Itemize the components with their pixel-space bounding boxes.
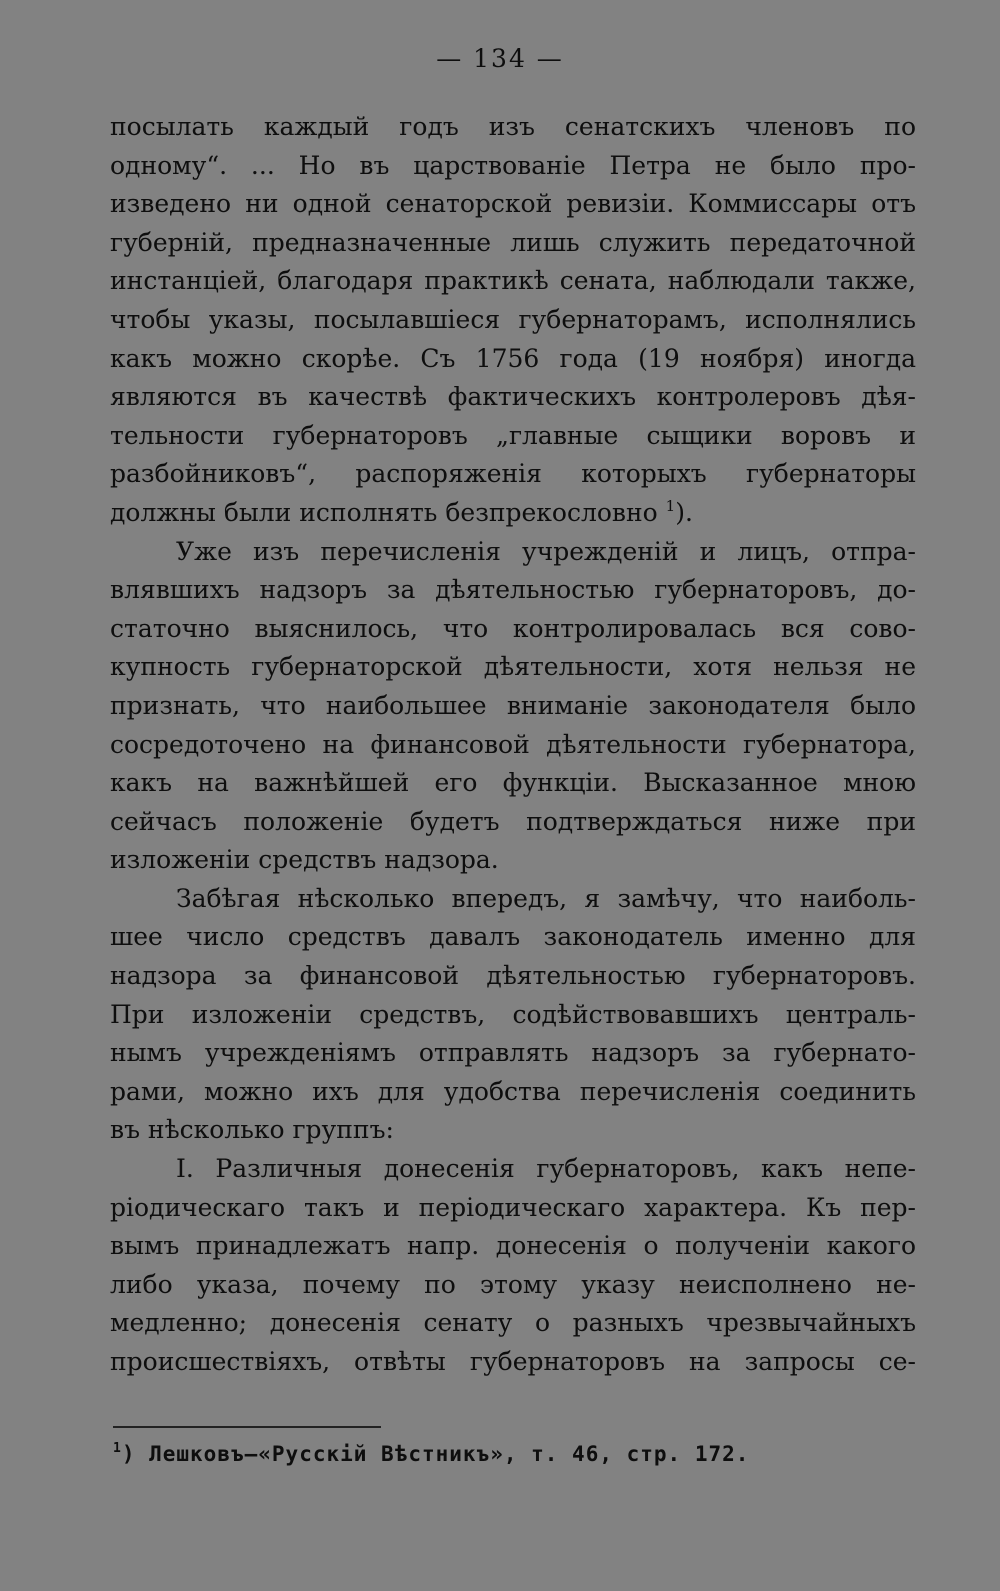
text-line: статочно выяснилось, что контролировалась вся сово-: [110, 613, 916, 643]
text-line: вымъ принадлежатъ напр. донесенія о полученіи какого: [110, 1231, 916, 1261]
text-line: какъ можно скорѣе. Съ 1756 года (19 ноября) иногда: [110, 343, 916, 373]
text-line: сейчасъ положеніе будетъ подтверждаться ниже при: [110, 806, 916, 836]
text-line: нымъ учрежденіямъ отправлять надзоръ за губернато-: [110, 1038, 916, 1068]
text-line-tail: ).: [675, 497, 693, 527]
text-line: рами, можно ихъ для удобства перечисленія соединить: [110, 1076, 916, 1106]
text-line: [110, 494, 916, 533]
text-line: купность губернаторской дѣятельности, хотя нельзя не: [110, 652, 916, 682]
text-line: I. Различныя донесенія губернаторовъ, какъ непе-: [176, 1154, 916, 1184]
text-line: какъ на важнѣйшей его функціи. Высказанное мною: [110, 768, 916, 798]
text-line: изложеніи средствъ надзора.: [110, 845, 499, 875]
text-line: шее число средствъ давалъ законодатель именно для: [110, 922, 916, 952]
text-line: изведено ни одной сенаторской ревизіи. Коммиссары отъ: [110, 189, 916, 219]
text-line: Забѣгая нѣсколько впередъ, я замѣчу, что наиболь-: [176, 883, 916, 913]
text-line: надзора за финансовой дѣятельностью губернаторовъ.: [110, 961, 916, 991]
text-line: происшествіяхъ, отвѣты губернаторовъ на запросы се-: [110, 1347, 916, 1376]
footnote: [113, 1442, 749, 1466]
footnote-text: ) Лешковъ—«Русскій Вѣстникъ», т. 46, стр. 172.: [121, 1442, 750, 1466]
text-line: При изложеніи средствъ, содѣйствовавшихъ централь-: [110, 999, 916, 1029]
body-text: [110, 108, 916, 1382]
text-line: инстанціей, благодаря практикѣ сената, наблюдали также,: [110, 266, 916, 296]
text-line: чтобы указы, посылавшіеся губернаторамъ, исполнялись: [110, 304, 916, 334]
text-line: влявшихъ надзоръ за дѣятельностью губернаторовъ, до-: [110, 575, 916, 605]
text-line: разбойниковъ“, распоряженія которыхъ губернаторы: [110, 459, 916, 489]
text-line: ріодическаго такъ и періодическаго характера. Къ пер-: [110, 1192, 916, 1222]
text-line: посылать каждый годъ изъ сенатскихъ членовъ по: [110, 112, 916, 141]
text-line: медленно; донесенія сенату о разныхъ чрезвычайныхъ: [110, 1308, 916, 1338]
text-line-content: должны были исполнять безпрекословно: [110, 497, 658, 527]
footnote-reference[interactable]: 1: [665, 496, 676, 515]
text-line: Уже изъ перечисленія учрежденій и лицъ, отпра-: [176, 536, 916, 566]
text-line: въ нѣсколько группъ:: [110, 1115, 394, 1145]
footnote-marker: 1: [113, 1441, 122, 1456]
text-line: тельности губернаторовъ „главные сыщики воровъ и: [110, 420, 916, 450]
text-line: либо указа, почему по этому указу неисполнено не-: [110, 1269, 916, 1299]
text-line: одному“. ... Но въ царствованіе Петра не было про-: [110, 150, 916, 180]
text-line: губерній, предназначенные лишь служить передаточной: [110, 227, 916, 257]
page-number: — 134 —: [436, 44, 564, 73]
footnote-divider: [113, 1426, 381, 1428]
text-line: признать, что наибольшее вниманіе законодателя было: [110, 690, 916, 720]
text-line: сосредоточено на финансовой дѣятельности губернатора,: [110, 729, 916, 759]
text-line: являются въ качествѣ фактическихъ контролеровъ дѣя-: [110, 382, 916, 412]
